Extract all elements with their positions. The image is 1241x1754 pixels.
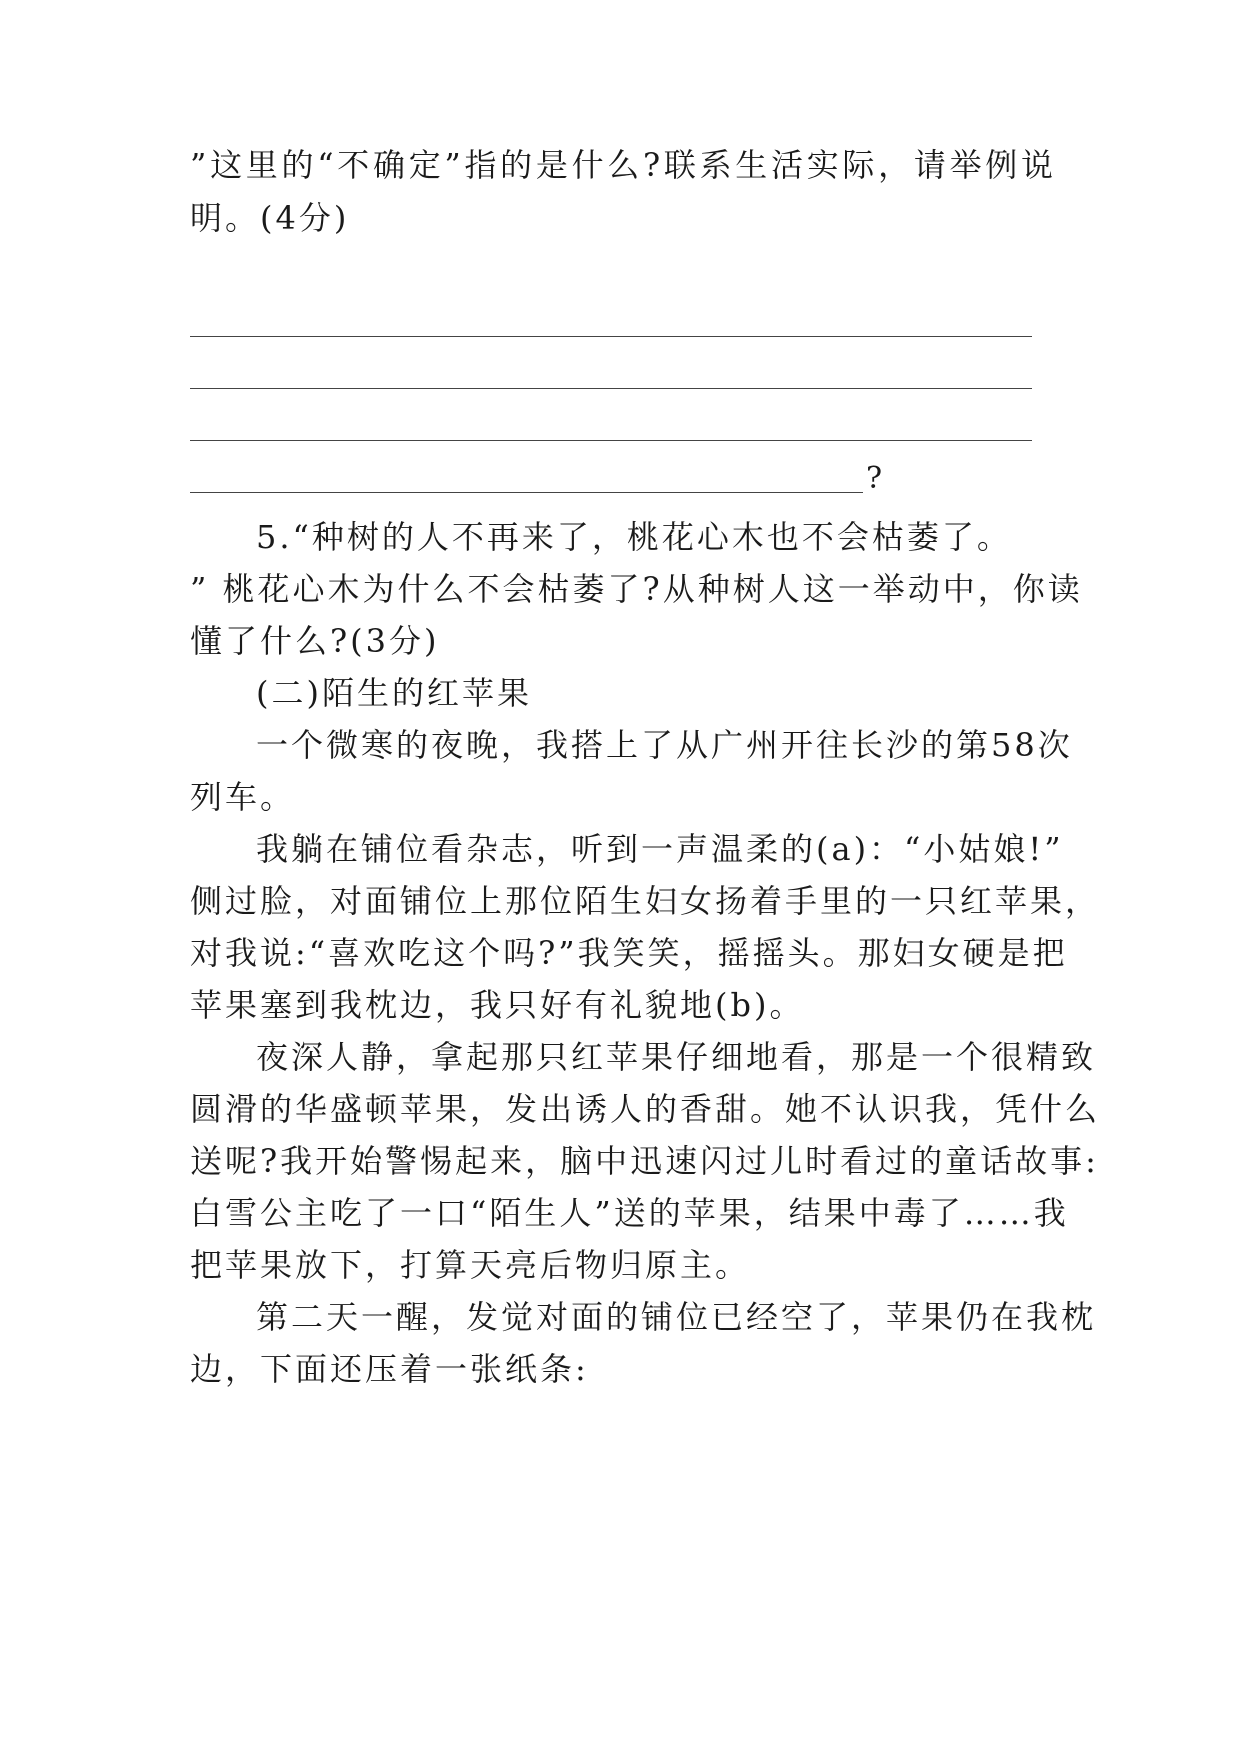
passage-p3-line5: 把苹果放下，打算天亮后物归原主。 [190,1246,751,1284]
question5-line3: 懂了什么?(3分) [190,622,440,660]
answer-line-4 [190,492,863,493]
document-page [190,0,1101,1754]
passage-p1-line1: 一个微寒的夜晚，我搭上了从广州开往长沙的第58次 [256,726,1073,764]
passage-p3-line3: 送呢?我开始警惕起来，脑中迅速闪过儿时看过的童话故事: [190,1142,1099,1180]
passage-p2-line3: 对我说:“喜欢吃这个吗?”我笑笑，摇摇头。那妇女硬是把 [190,934,1068,972]
section2-title: (二)陌生的红苹果 [256,674,532,712]
passage-p2-line1: 我躺在铺位看杂志，听到一声温柔的(a)：“小姑娘!” [256,830,1064,868]
passage-p3-line4: 白雪公主吃了一口“陌生人”送的苹果，结果中毒了……我 [190,1194,1069,1232]
answer-line-end-mark: ? [866,461,883,496]
answer-line-3 [190,440,1032,441]
answer-line-2 [190,388,1032,389]
passage-p3-line1: 夜深人静，拿起那只红苹果仔细地看，那是一个很精致 [256,1038,1097,1076]
question4-line2: 明。(4分) [190,199,350,237]
question4-line1: ”这里的“不确定”指的是什么?联系生活实际，请举例说 [190,146,1056,184]
passage-p2-line2: 侧过脸，对面铺位上那位陌生妇女扬着手里的一只红苹果， [190,882,1101,920]
passage-p3-line2: 圆滑的华盛顿苹果，发出诱人的香甜。她不认识我，凭什么 [190,1090,1101,1128]
passage-p4-line1: 第二天一醒，发觉对面的铺位已经空了，苹果仍在我枕 [256,1298,1097,1336]
passage-p2-line4: 苹果塞到我枕边，我只好有礼貌地(b)。 [190,986,805,1024]
passage-p4-line2: 边，下面还压着一张纸条: [190,1350,589,1388]
question5-line2: ” 桃花心木为什么不会枯萎了?从种树人这一举动中，你读 [190,570,1083,608]
passage-p1-line2: 列车。 [190,778,296,816]
question5-line1: 5.“种树的人不再来了，桃花心木也不会枯萎了。 [256,518,1012,556]
answer-line-1 [190,336,1032,337]
